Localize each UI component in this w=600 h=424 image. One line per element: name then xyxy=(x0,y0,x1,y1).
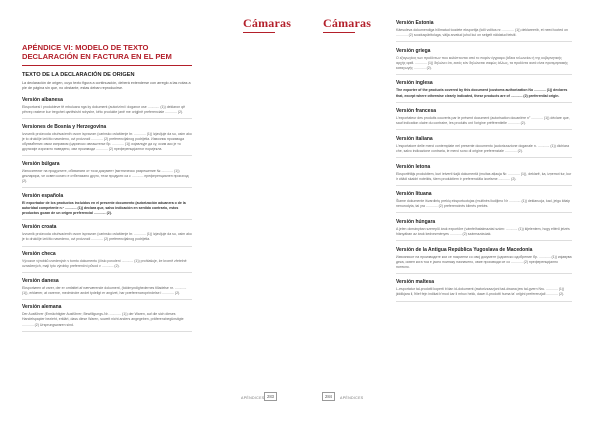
declaration-text: Izvoznik proizvoda obuhvaćenih ovom ispravom (carinsko ovlaštenje br. ............ (1)) izjavljuje da su, osim ako je to drukčije izričito navedeno, ovi proizvodi ............ (2) preferencijalnog podrijetla. Извозник производа обухваћених овом исправом (царинско овлаштење бр. ............ (1)) изјављује да су, осим ако је то другачије изричито наведено, ови производи ............ (2) преференцијалног поријекла. xyxy=(22,131,192,152)
version-heading: Versión húngara xyxy=(396,218,436,225)
camaras-logo xyxy=(323,16,371,33)
version-heading: Versión maltesa xyxy=(396,279,435,286)
language-version xyxy=(22,161,192,188)
declaration-text: Der Ausführer (Ermächtigter Ausführer; Bewilligungs-Nr. ............ (1)) der Waren, auf die sich dieses Handelspapier bezieht, erklärt, dass diese Waren, soweit nicht anders angegeben, präferenzbegünstigte ............ (2) Ursprungswaren sind. xyxy=(22,312,184,327)
section-divider xyxy=(22,155,192,156)
version-heading: Versión alemana xyxy=(22,304,62,311)
intro-paragraph: La declaración de origen, cuyo texto figura a continuación, deberá extenderse con arreglo a las notas a pie de página sin que, no obstante, estas deban reproducirse. xyxy=(22,81,191,91)
right-page xyxy=(300,0,600,424)
language-version xyxy=(22,224,192,246)
section-divider xyxy=(22,118,192,119)
version-heading: Versión letona xyxy=(396,163,431,170)
page-number: 283 xyxy=(264,392,277,401)
version-heading: Versión croata xyxy=(22,224,57,231)
logo-text: Cámaras xyxy=(243,16,292,30)
version-heading: Versión búlgara xyxy=(22,160,60,167)
language-version xyxy=(22,97,192,119)
camaras-logo xyxy=(243,16,291,33)
section-divider xyxy=(22,219,192,220)
section-divider xyxy=(396,185,572,186)
title-divider xyxy=(22,65,192,66)
declaration-text: Izvoznik proizvoda obuhvaćenih ovom ispravom (carinsko ovlaštenje br. ............ (1)) izjavljuje da su, osim ako je to drukčije izričito navedeno, ovi proizvodi ............ (2) preferencijalnog podrijetla. xyxy=(22,232,192,242)
language-version xyxy=(396,279,572,301)
version-heading: Versión Estonia xyxy=(396,20,434,26)
declaration-text: Eksportētājs produktiem, kuri ietverti šajā dokumentā (muitas atļauja Nr. ............ (1)), deklarē, ka, izņemot tur, kur ir citādi skaidri noteikts, šiem produktiem ir preferenciāla izcelsme ............ (2). xyxy=(396,171,572,181)
language-version xyxy=(396,136,572,158)
section-divider xyxy=(396,157,572,158)
version-heading: Versión de la Antigua República Yugoslava de Macedonia xyxy=(396,246,533,253)
declaration-text: A jelen okmányban szereplő áruk exportőre (vámfelhatalmazási szám: ............ (1)) kijelentem, hogy eltérő jelzés hiányában az áruk kedvezményes ............ (2) származásúak. xyxy=(396,226,570,236)
section-divider xyxy=(396,212,572,213)
appendix-title: APÉNDICE VI: MODELO DE TEXTO DECLARACIÓN EN FACTURA EN EL PEM xyxy=(22,43,172,61)
section-divider xyxy=(396,301,572,302)
declaration-text: The exporter of the products covered by this document (customs authorization No ............ (1)) declares that, except where otherwise clearly indicated, these products are of ............ (2) preferential origin. xyxy=(396,88,568,98)
logo-underline xyxy=(243,32,275,33)
version-heading: Versión albanesa xyxy=(22,97,63,104)
section-divider xyxy=(396,129,572,130)
section-divider xyxy=(22,187,192,188)
version-heading: Versión griega xyxy=(396,47,431,54)
language-version xyxy=(396,219,572,241)
section-divider xyxy=(22,331,192,332)
left-column xyxy=(22,44,192,336)
language-version xyxy=(22,193,192,220)
language-version xyxy=(396,48,572,75)
declaration-text: Извозникот на производите кои се покриени со овој документ (царинско одобрение бр. ............ (1)) изјавува дека, освен кога тоа е јасно поинаку назначено, овие производи се со ............ (2) преференцијално потекло. xyxy=(396,254,572,269)
version-heading: Versión francesa xyxy=(396,108,437,115)
version-heading: Versiones de Bosnia y Herzegovina xyxy=(22,123,107,130)
declaration-text: L'exportateur des produits couverts par le présent document (autorisation douanière n° ............ (1)) déclare que, sauf indication claire du contraire, les produits ont l'origine préférentielle ............ (2). xyxy=(396,116,570,126)
version-heading: Versión italiana xyxy=(396,135,433,142)
declaration-text: Износителят на продуктите, обхванати от този документ (митническо разрешение № ............ (1)) декларира, че освен когато е отбелязано друго, тези продукти са с ............ преференциален произход (2). xyxy=(22,168,189,183)
declaration-text: Vývozce výrobků uvedených v tomto dokumentu (číslo povolení ............ (1)) prohlašuje, že kromě zřetelně označených, mají tyto výrobky preferenční původ v ............ (2). xyxy=(22,259,187,269)
language-version xyxy=(22,304,192,331)
section-divider xyxy=(396,273,572,274)
declaration-text: Ο εξαγωγέας των προϊόντων που καλύπτονται από το παρόν έγγραφο (άδεια τελωνείου ή της κυβερνητικής αρχής αριθ. ............ (1)) δηλώνει ότι, εκτός εάν δηλώνεται σαφώς άλλως, τα προϊόντα αυτά είναι προτιμησιακής καταγωγής ............ (2). xyxy=(396,55,568,70)
declaration-text: Käesoleva dokumendiga hõlmatud toodete eksportija (tolli volitus nr. ............ (1)) deklareerib, et need tooted on ............ (2) sooduspäritoluga, välja arvatud juhul kui on selgelt näidatud teisiti. xyxy=(396,28,568,38)
section-divider xyxy=(22,299,192,300)
language-version xyxy=(22,124,192,156)
page-number: 284 xyxy=(322,392,335,401)
version-heading: Versión española xyxy=(22,192,64,199)
section-divider xyxy=(22,272,192,273)
declaration-text: El exportador de los productos incluidos en el presente documento (autorización aduanera o de la autoridad competente n.º ............ (1)) declara que, salvo indicación en sentido contrario, estos productos gozan de un origen preferencial ............ (2). xyxy=(22,200,186,215)
section-divider xyxy=(22,246,192,247)
declaration-text: L'esportatore delle merci contemplate nel presente documento (autorizzazione doganale n. ............ (1)) dichiara che, salvo indicazione contraria, le merci sono di origine preferenziale ............ (2). xyxy=(396,143,570,153)
footer-label: APÉNDICES xyxy=(241,396,265,400)
language-version xyxy=(396,247,572,274)
right-version-list xyxy=(396,20,572,301)
version-heading: Versión inglesa xyxy=(396,80,433,87)
logo-underline xyxy=(323,32,355,33)
declaration-text: Eksportuesi i produkteve të mbuluara nga ky dokument (autorizimi i doganor ose ............ (1)) deklaron që përveç rasteve kur tregohet qartësisht ndryshe, këto produkte janë me origjinë preferenciale ............ (2). xyxy=(22,105,186,115)
language-version xyxy=(396,191,572,213)
section-divider xyxy=(396,102,572,103)
declaration-text: Šiame dokumente išvardintų prekių eksportuotojas (muitinės liudijimo Nr ............ (1)) deklaruoja, kad, jeigu kitaip nenurodyta, tai yra ............ (2) preferencinės kilmės prekės. xyxy=(396,199,571,209)
version-heading: Versión lituana xyxy=(396,191,432,198)
language-version xyxy=(396,108,572,130)
version-heading: Versión danesa xyxy=(22,277,59,284)
left-version-list xyxy=(22,97,192,331)
declaration-text: Eksportøren af varer, der er omfattet af nærværende dokument, (toldmyndighedernes tilladelse nr. ............ (1)), erklærer, at varerne, medmindre andet tydeligt er angivet, har præferenceoprindelse i ............ (2). xyxy=(22,285,187,295)
language-version xyxy=(22,278,192,300)
logo-text: Cámaras xyxy=(323,16,372,30)
language-version xyxy=(396,80,572,102)
section-divider xyxy=(396,41,572,42)
language-version xyxy=(396,20,572,42)
footer-label: APÉNDICES xyxy=(340,396,364,400)
language-version xyxy=(396,164,572,186)
right-column xyxy=(396,20,572,307)
version-heading: Versión checa xyxy=(22,251,56,257)
section-subtitle: TEXTO DE LA DECLARACIÓN DE ORIGEN xyxy=(22,72,135,79)
language-version xyxy=(22,251,192,273)
section-divider xyxy=(396,240,572,241)
declaration-text: L-esportatur tal-prodotti koperti b'dan id-dokument (awtorizzazzjoni tad-dwana jew tal-gvern Nru. ............ (1)) jiddikjara li, ħlief fejn indikat b'mod ċar li mhux hekk, dawn il-prodotti huma ta' oriġini preferenzjali ............ (2). xyxy=(396,287,565,297)
section-divider xyxy=(396,74,572,75)
